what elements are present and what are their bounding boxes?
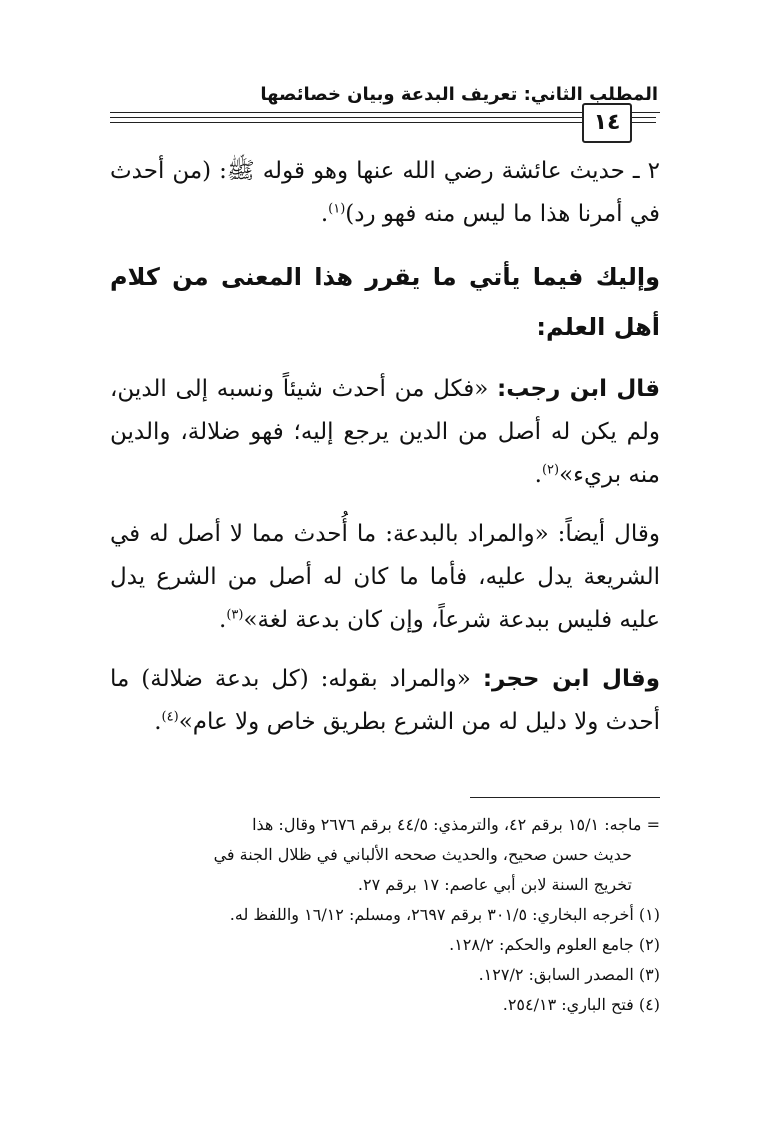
header-rule: [632, 112, 660, 113]
header-rule: [110, 122, 582, 123]
quote-text: وقال أيضاً: «والمراد بالبدعة: ما أُحدث مما لا أصل له في الشريعة يدل عليه، فأما ما كان له أصل من الشرع يدل عليه فليس ببدعة شرعاً، وإن كان بدعة لغة»: [110, 521, 660, 633]
speaker-name: قال ابن رجب:: [497, 376, 661, 402]
page-body: [110, 150, 660, 760]
punctuation: .: [534, 462, 542, 488]
punctuation: .: [219, 607, 227, 633]
footnote-ref: (٣): [226, 607, 244, 623]
section-heading: وإليك فيما يأتي ما يقرر هذا المعنى من كلام أهل العلم:: [110, 263, 660, 341]
footnote-divider: [470, 797, 660, 798]
paragraph-text: ٢ ـ حديث عائشة رضي الله عنها وهو قوله ﷺ: (من أحدث في أمرنا هذا ما ليس منه فهو رد): [110, 158, 660, 227]
footnote-ref: (٢): [541, 462, 560, 478]
quote-text: «فكل من أحدث شيئاً ونسبه إلى الدين، ولم يكن له أصل من الدين يرجع إليه؛ فهو ضلالة، والدين منه بريء»: [110, 376, 660, 488]
header-rule: [632, 122, 656, 123]
punctuation: .: [154, 709, 162, 735]
paragraph: [110, 368, 660, 497]
footnotes: [110, 810, 660, 1020]
speaker-name: وقال ابن حجر:: [482, 666, 660, 692]
footnote-item: (٤) فتح الباري: ٢٥٤/١٣.: [502, 995, 660, 1014]
footnote-item: (١) أخرجه البخاري: ٣٠١/٥ برقم ٢٦٩٧، ومسلم: ١٦/١٢ واللفظ له.: [229, 905, 660, 924]
footnote-continuation: حديث حسن صحيح، والحديث صححه الألباني في ظلال الجنة في: [213, 845, 632, 864]
header-title: المطلب الثاني: تعريف البدعة وبيان خصائصها: [260, 84, 658, 105]
header-rule: [632, 117, 656, 118]
paragraph: [110, 658, 660, 744]
header-rule: [110, 117, 582, 118]
footnote-item: (٣) المصدر السابق: ١٢٧/٢.: [478, 965, 660, 984]
page-number: ١٤: [582, 103, 632, 143]
paragraph: [110, 513, 660, 642]
punctuation: .: [320, 201, 329, 227]
footnote-continuation: تخريج السنة لابن أبي عاصم: ١٧ برقم ٢٧.: [357, 875, 632, 894]
page-header: [0, 0, 770, 160]
footnote-ref: (١): [328, 201, 346, 217]
quote-text: «والمراد بقوله: (كل بدعة ضلالة) ما أحدث ولا دليل له من الشرع بطريق خاص ولا عام»: [110, 666, 660, 735]
paragraph: [110, 150, 660, 236]
footnote-continuation: = ماجه: ١٥/١ برقم ٤٢، والترمذي: ٤٤/٥ برقم ٢٦٧٦ وقال: هذا: [252, 815, 660, 834]
header-rule: [110, 112, 582, 113]
footnote-item: (٢) جامع العلوم والحكم: ١٢٨/٢.: [449, 935, 660, 954]
footnote-ref: (٤): [161, 709, 179, 725]
